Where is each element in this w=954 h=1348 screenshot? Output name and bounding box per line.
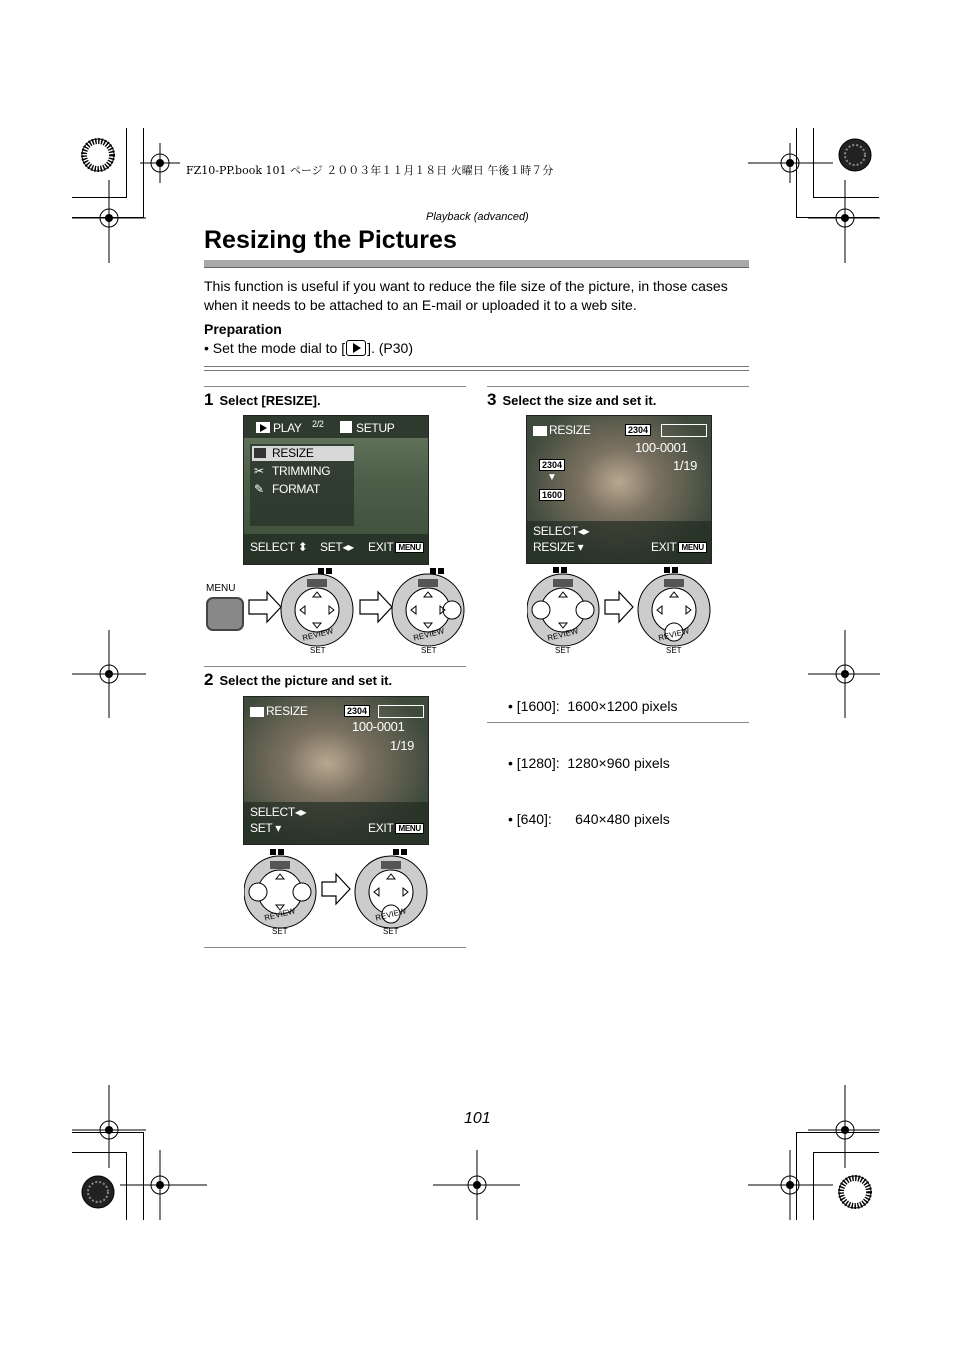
down-arrow-icon: ▼ [547,472,557,483]
trimming-icon: ✂ [254,464,264,478]
preparation-heading: Preparation [204,321,282,337]
footer-exit [368,540,424,554]
preparation-item-post: ]. (P30) [367,340,413,356]
footer-set-label: SET [250,821,273,835]
footer-set [250,821,281,835]
footer-set [320,540,354,554]
dial-review-label: REVIEW [412,626,446,643]
size-option-next[interactable]: 1600 [539,489,565,501]
footer-select [250,805,306,819]
footer-resize-label: RESIZE [533,540,575,554]
picture-count: 1/19 [390,738,415,753]
menu-item-resize[interactable]: RESIZE [272,446,314,460]
dial-review-label: REVIEW [301,626,335,643]
dial-set-label: SET [555,646,571,655]
left-right-arrow-icon: ◂▸ [294,805,307,819]
menu-item-trimming[interactable]: TRIMMING [272,464,331,478]
setup-wrench-icon [340,421,352,433]
format-icon: ✎ [254,482,264,496]
column-end-rule [204,947,466,948]
step-label: Select the picture and set it. [219,673,393,688]
menu-button-label: MENU [206,583,236,594]
resize-icon [250,707,264,717]
dial-review-label: REVIEW [546,626,580,643]
step-1-heading [204,390,321,410]
resize-icon [533,426,547,436]
picture-count: 1/19 [673,458,698,473]
footer-select [250,540,307,554]
dial-set-label: SET [666,646,682,655]
lcd-screen-size-select [526,415,712,564]
dial-set-label: SET [383,927,399,936]
setup-tab-label: SETUP [356,421,395,435]
picture-size-badge: 2304 [625,424,651,436]
footer-select-label: SELECT [250,540,295,554]
preparation-item-pre: • Set the mode dial to [ [204,340,346,356]
up-down-arrow-icon: ⬍ [297,540,308,554]
step-number: 1 [204,390,214,409]
play-triangle-icon [260,424,267,432]
dial-set-label: SET [272,927,288,936]
footer-exit [368,821,424,835]
down-arrow-icon: ▾ [275,821,282,835]
divider [204,370,749,371]
step-number: 2 [204,670,214,689]
section-label: Playback (advanced) [426,211,529,223]
step-label: Select the size and set it. [502,393,657,408]
step-label: Select [RESIZE]. [219,393,321,408]
resize-icon [254,448,266,458]
footer-select-label: SELECT [250,805,295,819]
print-header: FZ10-PP.book 101 ページ ２００３年１１月１８日 火曜日 午後１時７分 [186,164,554,177]
step-number: 3 [487,390,497,409]
step-rule [487,386,749,387]
picture-size-badge: 2304 [344,705,370,717]
divider [204,366,749,367]
menu-button[interactable] [206,597,244,631]
menu-badge: MENU [395,823,423,834]
intro-paragraph: This function is useful if you want to reduce the file size of the picture, in those cases when it needs to be attached to an E-mail or uploaded it to a web site. [204,278,728,313]
play-mode-icon [346,340,366,356]
step-2-heading [204,670,392,690]
footer-exit-label: EXIT [368,540,394,554]
lcd-screen-menu [243,415,429,565]
step-rule [204,666,466,667]
footer-resize [533,540,583,554]
page-title: Resizing the Pictures [204,226,457,254]
size-item: • [1280]: 1280×960 pixels [508,754,670,771]
menu-item-format[interactable]: FORMAT [272,482,320,496]
dial-sequence-3 [527,565,713,657]
quality-battery-icon [661,424,707,437]
menu-page-indicator: 2/2 [312,419,324,429]
column-end-rule [487,722,749,723]
menu-badge: MENU [678,542,706,553]
size-item: • [1600]: 1600×1200 pixels [508,698,678,715]
footer-exit [651,540,707,554]
file-number: 100-0001 [635,440,688,455]
footer-select-label: SELECT [533,524,578,538]
quality-battery-icon [378,705,424,718]
left-right-arrow-icon: ◂▸ [342,540,354,554]
size-list [508,660,678,847]
left-right-arrow-icon: ◂▸ [577,524,590,538]
dial-review-label: REVIEW [263,906,297,923]
menu-header-bar [244,416,428,438]
preparation-item [204,340,413,356]
footer-exit-label: EXIT [368,821,394,835]
size-item: • [640]: 640×480 pixels [508,810,670,827]
step-rule [204,386,466,387]
dial-sequence-2 [244,845,430,937]
menu-badge: MENU [395,542,423,553]
footer-exit-label: EXIT [651,540,677,554]
file-number: 100-0001 [352,719,405,734]
page-number: 101 [464,1110,491,1127]
screen-resize-label: RESIZE [266,704,308,718]
dial-review-label: REVIEW [657,626,691,643]
footer-select [533,524,589,538]
dial-set-label: SET [421,646,437,655]
play-tab-label: PLAY [273,421,302,435]
lcd-screen-picture [243,696,429,845]
dial-sequence-1 [245,565,470,657]
dial-set-label: SET [310,646,326,655]
footer-set-label: SET [320,540,343,554]
step-3-heading [487,390,656,410]
dial-review-label: REVIEW [374,906,408,923]
down-arrow-icon: ▾ [577,540,584,554]
screen-resize-label: RESIZE [549,423,591,437]
size-option-current[interactable]: 2304 [539,459,565,471]
title-underline [204,260,749,268]
